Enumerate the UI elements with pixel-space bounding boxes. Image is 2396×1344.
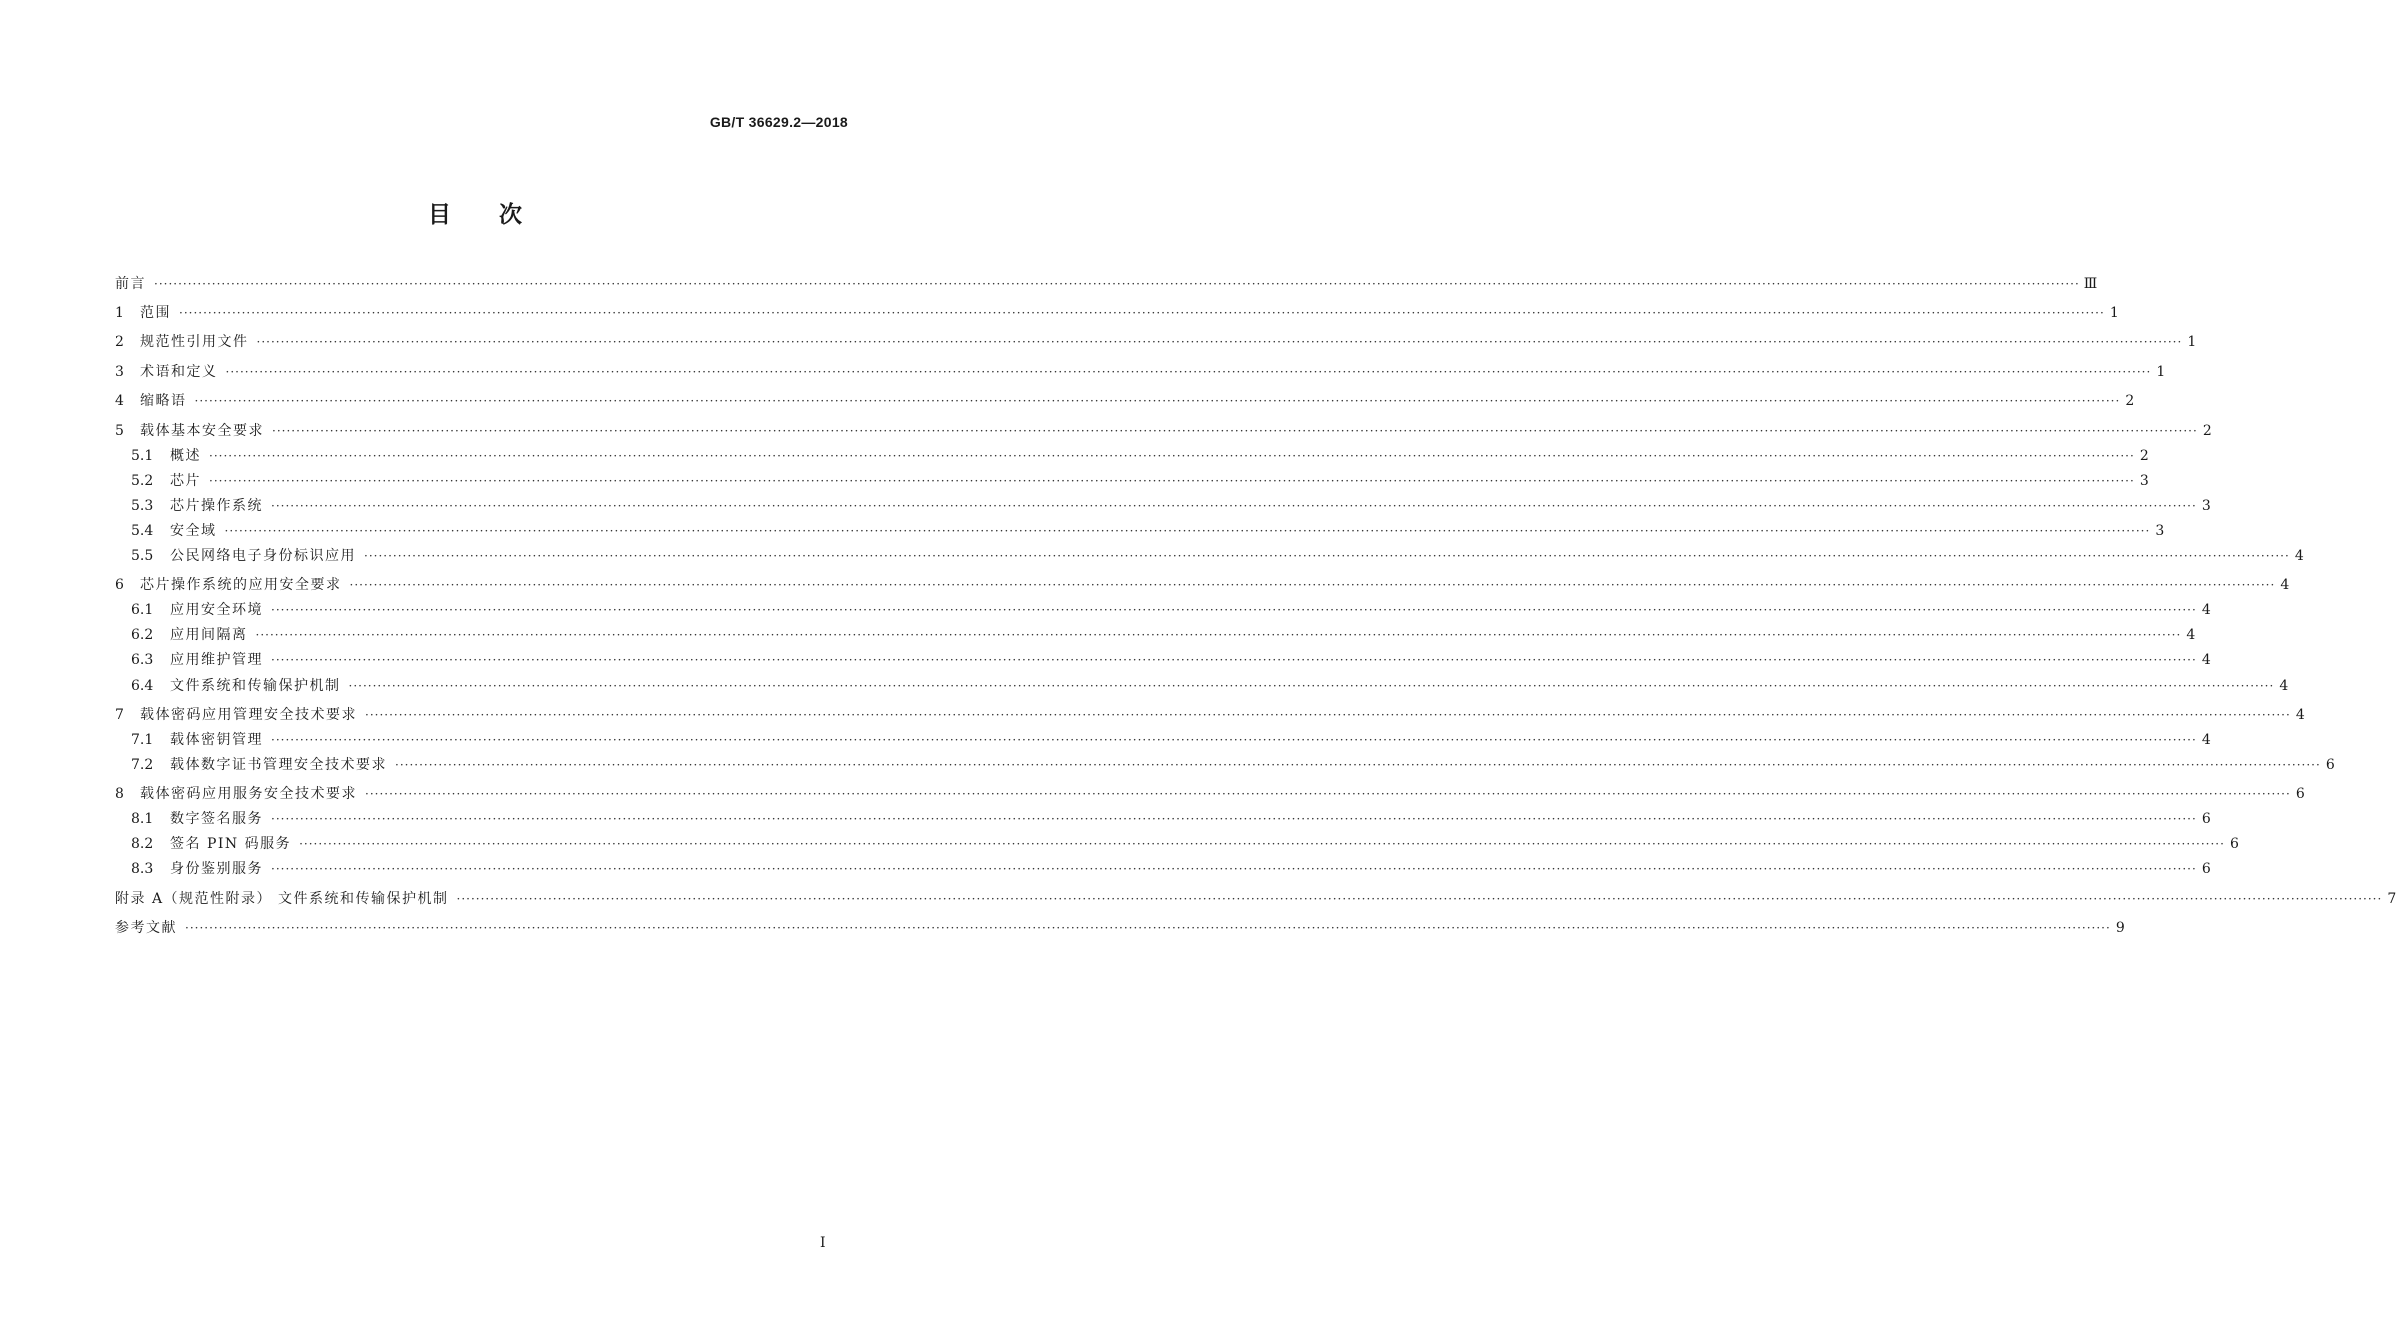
toc-entry[interactable]	[131, 675, 2289, 697]
toc-entry-label: 缩略语	[140, 393, 187, 409]
toc-entry[interactable]	[131, 445, 2149, 467]
toc-entry-number: 5.4	[131, 523, 154, 539]
toc-entry[interactable]	[115, 574, 2290, 596]
toc-entry-label: 前言	[115, 276, 146, 292]
toc-dot-leader: ················································································································································································································································································································································································································	[349, 578, 2276, 592]
toc-entry-label: 术语和定义	[140, 364, 218, 380]
toc-entry[interactable]	[115, 361, 2166, 383]
toc-entry[interactable]	[131, 495, 2211, 517]
toc-entry-page: 1	[2156, 364, 2166, 380]
toc-entry-page: 4	[2201, 652, 2211, 668]
toc-entry-page: 4	[2295, 707, 2305, 723]
toc-entry[interactable]	[115, 783, 2305, 805]
toc-entry-page: 6	[2229, 836, 2239, 852]
toc-dot-leader: ················································································································································································································································································································································································································	[395, 758, 2321, 772]
toc-entry[interactable]	[115, 704, 2305, 726]
toc-entry[interactable]	[131, 624, 2196, 646]
toc-dot-leader: ················································································································································································································································································································································································································	[299, 837, 2225, 851]
toc-dot-leader: ················································································································································································································································································································································································································	[209, 474, 2135, 488]
toc-entry-label: 参考文献	[115, 920, 177, 936]
toc-entry-page: 3	[2139, 473, 2149, 489]
toc-entry-number: 6.1	[131, 602, 154, 618]
toc-entry[interactable]	[115, 390, 2135, 412]
toc-entry-label: 文件系统和传输保护机制	[170, 678, 341, 694]
toc-entry[interactable]	[115, 420, 2212, 442]
toc-entry-label: 概述	[170, 448, 201, 464]
toc-dot-leader: ················································································································································································································································································································································································································	[348, 679, 2275, 693]
toc-entry[interactable]	[131, 470, 2149, 492]
toc-entry-number: 7.1	[131, 732, 154, 748]
toc-entry-label: 附录 A（规范性附录） 文件系统和传输保护机制	[115, 891, 449, 907]
toc-entry[interactable]	[131, 833, 2239, 855]
toc-entry-page: 1	[2187, 334, 2197, 350]
toc-dot-leader: ················································································································································································································································································································································································································	[271, 733, 2197, 747]
toc-entry-label: 载体基本安全要求	[140, 423, 264, 439]
toc-entry-label: 应用维护管理	[170, 652, 263, 668]
toc-dot-leader: ················································································································································································································································································································································································································	[224, 524, 2151, 538]
standard-number: GB/T 36629.2—2018	[709, 114, 848, 130]
toc-dot-leader: ················································································································································································································································································································································································································	[271, 653, 2197, 667]
toc-entry-page: 4	[2279, 678, 2289, 694]
toc-entry-number: 3	[115, 364, 124, 380]
toc-entry-number: 1	[115, 305, 124, 321]
toc-entry-label: 载体密码应用管理安全技术要求	[140, 707, 357, 723]
toc-dot-leader: ················································································································································································································································································································································································································	[179, 306, 2105, 320]
toc-entry-label: 载体密码应用服务安全技术要求	[140, 786, 357, 802]
toc-dot-leader: ················································································································································································································································································································································································································	[364, 549, 2290, 563]
toc-entry-page: 1	[2109, 305, 2119, 321]
toc-entry-label: 应用间隔离	[170, 627, 248, 643]
toc-entry-page: 2	[2202, 423, 2212, 439]
toc-entry-number: 8.3	[131, 861, 154, 877]
toc-entry-number: 6.4	[131, 678, 154, 694]
toc-dot-leader: ················································································································································································································································································································································································································	[185, 921, 2111, 935]
toc-entry-page: 4	[2186, 627, 2196, 643]
toc-entry-page: 3	[2201, 498, 2211, 514]
toc-entry-number: 6.3	[131, 652, 154, 668]
toc-entry-number: 7.2	[131, 757, 154, 773]
toc-dot-leader: ················································································································································································································································································································································································································	[194, 394, 2121, 408]
toc-dot-leader: ················································································································································································································································································································································································································	[154, 277, 2080, 291]
toc-dot-leader: ················································································································································································································································································································································································································	[365, 708, 2291, 722]
toc-dot-leader: ················································································································································································································································································································································································································	[225, 365, 2152, 379]
toc-entry-number: 5.2	[131, 473, 154, 489]
toc-entry-label: 安全域	[170, 523, 217, 539]
toc-entry-label: 公民网络电子身份标识应用	[170, 548, 356, 564]
toc-entry-label: 数字签名服务	[170, 811, 263, 827]
toc-entry-label: 芯片操作系统的应用安全要求	[140, 577, 342, 593]
toc-entry-label: 载体数字证书管理安全技术要求	[170, 757, 387, 773]
toc-entry-number: 7	[115, 707, 124, 723]
toc-dot-leader: ················································································································································································································································································································································································································	[365, 787, 2291, 801]
toc-entry-number: 6	[115, 577, 124, 593]
toc-entry-number: 5	[115, 423, 124, 439]
toc-entry-number: 2	[115, 334, 124, 350]
toc-entry[interactable]	[115, 888, 2396, 910]
toc-title: 目次	[428, 202, 570, 228]
toc-entry[interactable]	[131, 649, 2211, 671]
toc-entry-number: 8.1	[131, 811, 154, 827]
toc-entry-label: 芯片	[170, 473, 201, 489]
toc-entry-label: 载体密钥管理	[170, 732, 263, 748]
page-number: I	[820, 1235, 826, 1251]
toc-entry-page: 6	[2325, 757, 2335, 773]
toc-entry-number: 5.3	[131, 498, 154, 514]
toc-entry-page: 6	[2295, 786, 2305, 802]
toc-entry-page: 4	[2280, 577, 2290, 593]
toc-dot-leader: ················································································································································································································································································································································································································	[255, 628, 2182, 642]
toc-entry[interactable]	[131, 729, 2211, 751]
toc-entry[interactable]	[131, 808, 2211, 830]
toc-entry-page: 4	[2201, 732, 2211, 748]
toc-entry[interactable]	[131, 520, 2165, 542]
toc-entry-page: 4	[2294, 548, 2304, 564]
toc-entry-number: 8.2	[131, 836, 154, 852]
toc-entry-page: 6	[2201, 811, 2211, 827]
toc-entry-page: 4	[2201, 602, 2211, 618]
toc-entry-label: 签名 PIN 码服务	[170, 836, 292, 852]
toc-dot-leader: ················································································································································································································································································································································································································	[271, 499, 2197, 513]
toc-dot-leader: ················································································································································································································································································································································································································	[271, 603, 2197, 617]
toc-entry-label: 应用安全环境	[170, 602, 263, 618]
toc-entry-page: 7	[2387, 891, 2396, 907]
toc-dot-leader: ················································································································································································································································································································································································································	[272, 424, 2198, 438]
toc-entry-number: 4	[115, 393, 124, 409]
toc-entry[interactable]	[115, 917, 2125, 939]
toc-entry-number: 5.5	[131, 548, 154, 564]
toc-entry-label: 身份鉴别服务	[170, 861, 263, 877]
toc-entry-label: 规范性引用文件	[140, 334, 249, 350]
toc-entry-number: 8	[115, 786, 124, 802]
toc-entry-number: 6.2	[131, 627, 154, 643]
toc-entry[interactable]	[115, 331, 2197, 353]
toc-dot-leader: ················································································································································································································································································································································································································	[456, 892, 2383, 906]
toc-entry-page: 2	[2139, 448, 2149, 464]
toc-entry-page: Ⅲ	[2083, 276, 2098, 292]
toc-entry-label: 范围	[140, 305, 171, 321]
toc-entry[interactable]	[131, 545, 2304, 567]
toc-entry[interactable]	[115, 302, 2119, 324]
toc-entry-number: 5.1	[131, 448, 154, 464]
toc-entry[interactable]	[131, 754, 2335, 776]
toc-dot-leader: ················································································································································································································································································································································································································	[271, 812, 2197, 826]
toc-entry[interactable]	[131, 599, 2211, 621]
toc-entry-page: 6	[2201, 861, 2211, 877]
toc-dot-leader: ················································································································································································································································································································································································································	[209, 449, 2135, 463]
toc-entry-label: 芯片操作系统	[170, 498, 263, 514]
toc-entry-page: 9	[2115, 920, 2125, 936]
toc-entry[interactable]	[115, 273, 2098, 295]
toc-entry-page: 3	[2155, 523, 2165, 539]
toc-entry[interactable]	[131, 858, 2211, 880]
toc-entry-page: 2	[2125, 393, 2135, 409]
toc-dot-leader: ················································································································································································································································································································································································································	[256, 335, 2183, 349]
toc-dot-leader: ················································································································································································································································································································································································································	[271, 862, 2197, 876]
